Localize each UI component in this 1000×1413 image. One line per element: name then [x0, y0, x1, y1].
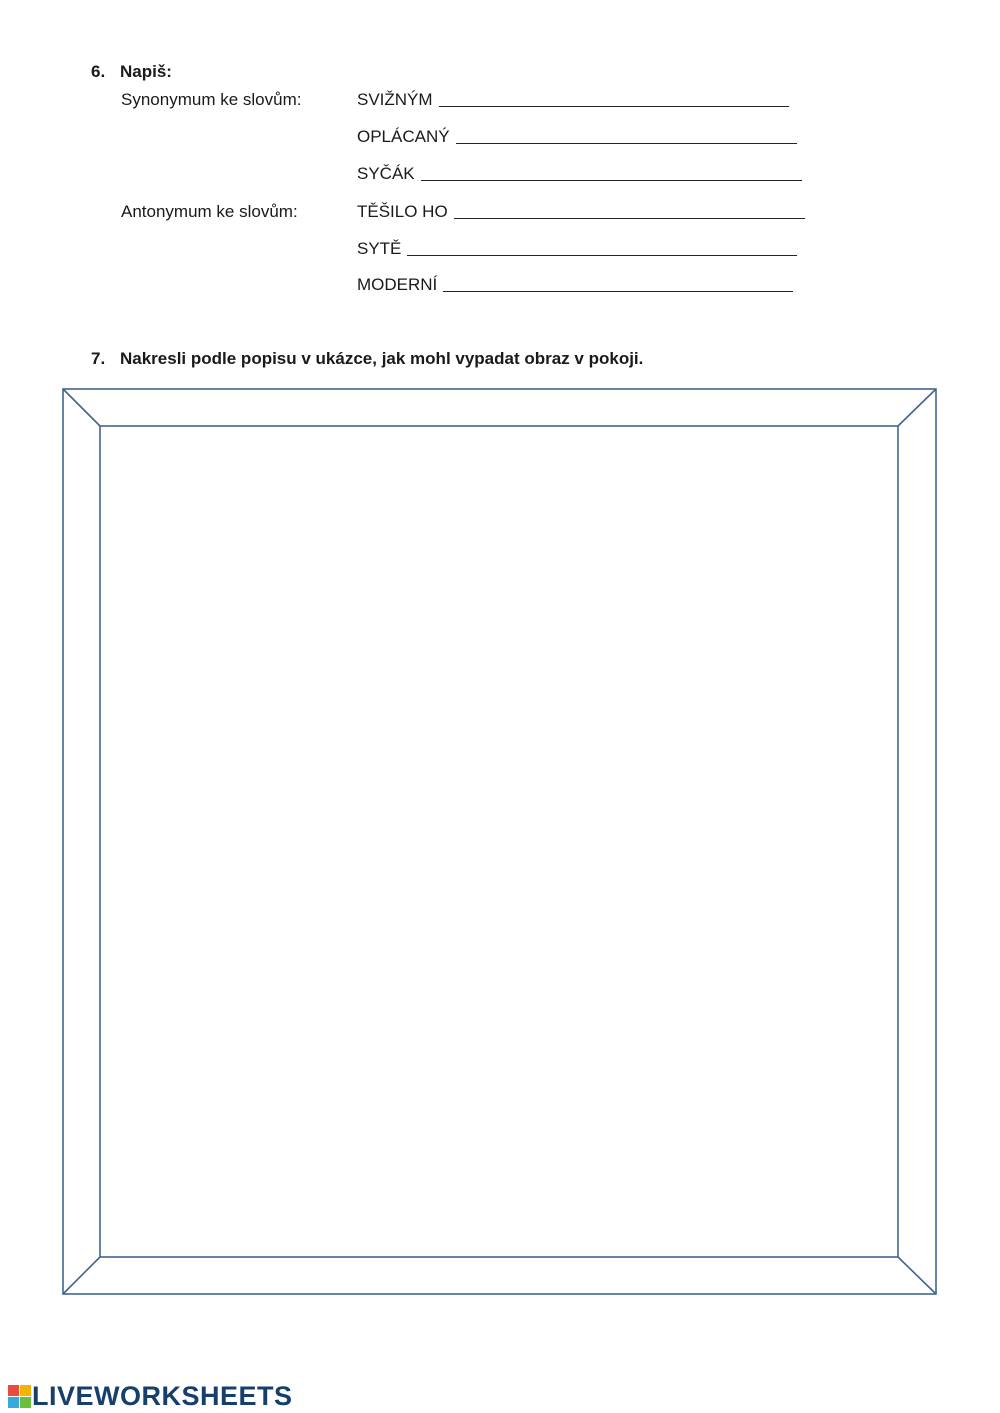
answer-blank[interactable]	[407, 254, 797, 256]
question-6-text: Napiš:	[120, 62, 172, 81]
synonym-word-3: SYČÁK	[357, 164, 415, 183]
logo-cube	[8, 1385, 19, 1396]
logo-cube	[20, 1397, 31, 1408]
picture-frame-drawing-area[interactable]	[62, 388, 938, 1296]
antonym-row-3	[357, 275, 793, 295]
frame-corner-bottom-left	[63, 1257, 100, 1294]
frame-outer-border	[63, 389, 936, 1294]
logo-cubes-icon	[8, 1385, 31, 1408]
synonym-label: Synonymum ke slovům:	[121, 90, 302, 109]
answer-blank[interactable]	[443, 290, 793, 292]
frame-inner-border	[100, 426, 898, 1257]
synonym-row-2	[357, 127, 797, 147]
question-6-number: 6.	[91, 62, 106, 81]
synonym-row-3	[357, 164, 802, 184]
question-7-text: Nakresli podle popisu v ukázce, jak mohl vypadat obraz v pokoji.	[120, 349, 644, 368]
antonym-word-1: TĚŠILO HO	[357, 202, 448, 221]
antonym-row-1	[357, 202, 805, 222]
question-6-title	[91, 62, 172, 82]
logo-text: LIVEWORKSHEETS	[32, 1381, 293, 1411]
answer-blank[interactable]	[439, 105, 789, 107]
synonym-word-2: OPLÁCANÝ	[357, 127, 450, 146]
antonym-label: Antonymum ke slovům:	[121, 202, 298, 221]
frame-corner-top-right	[898, 389, 936, 426]
logo-cube	[8, 1397, 19, 1408]
answer-blank[interactable]	[421, 179, 802, 181]
answer-blank[interactable]	[454, 217, 805, 219]
logo-cube	[20, 1385, 31, 1396]
synonym-row-1	[357, 90, 789, 110]
liveworksheets-logo	[8, 1381, 293, 1412]
antonym-word-2: SYTĚ	[357, 239, 402, 258]
answer-blank[interactable]	[456, 142, 797, 144]
antonym-row-2	[357, 239, 797, 259]
question-7-title	[91, 349, 643, 369]
question-7-number: 7.	[91, 349, 106, 368]
antonym-word-3: MODERNÍ	[357, 275, 438, 294]
frame-corner-top-left	[63, 389, 100, 426]
frame-lines	[63, 389, 936, 1294]
frame-corner-bottom-right	[898, 1257, 936, 1294]
synonym-word-1: SVIŽNÝM	[357, 90, 433, 109]
